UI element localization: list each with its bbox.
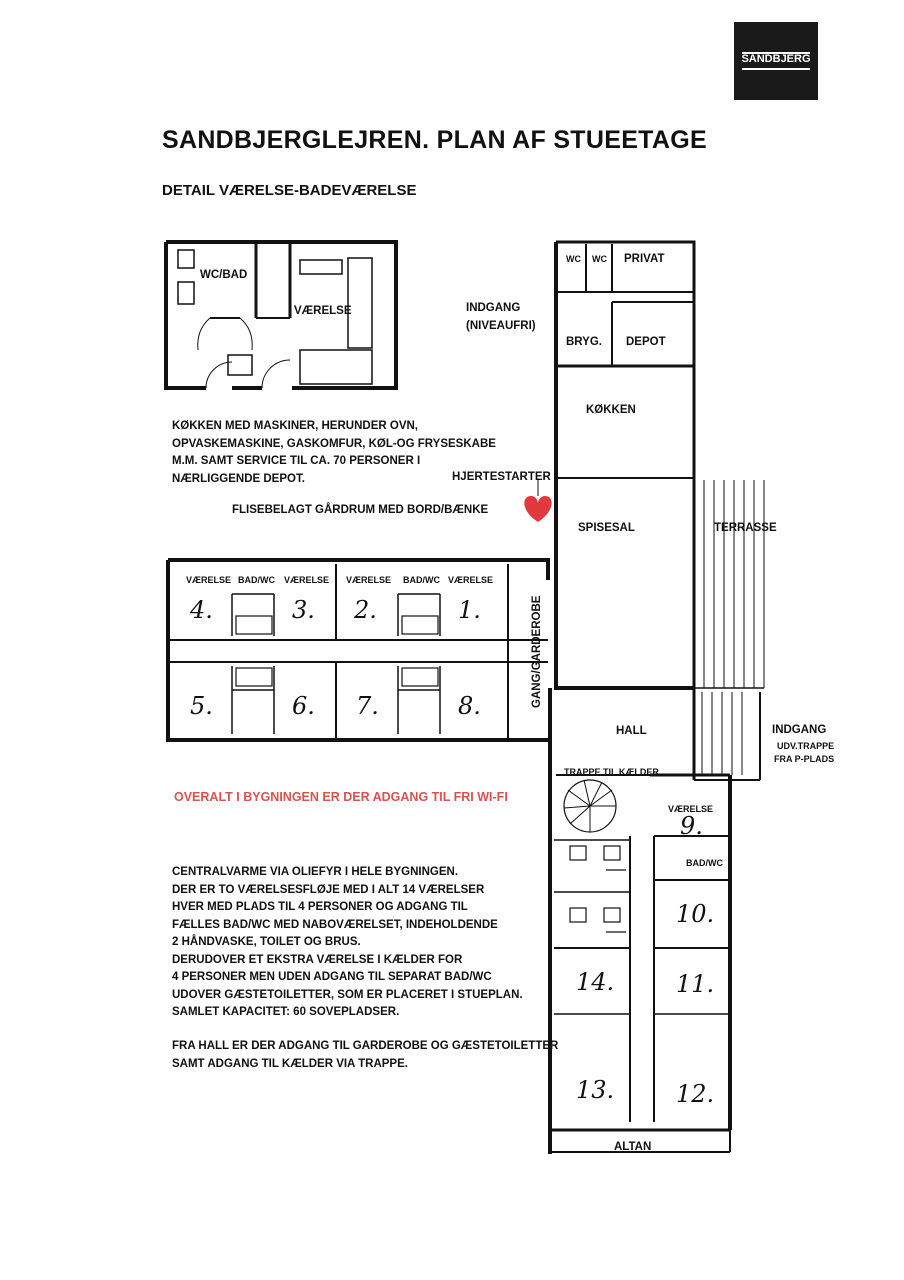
entrance-top	[466, 300, 536, 335]
main-building-walls	[550, 242, 764, 1154]
kitchen-note	[172, 418, 496, 488]
wifi-note: OVERALT I BYGNINGEN ER DER ADGANG TIL FRI WI-FI	[174, 790, 508, 804]
info-note-line: 4 PERSONER MEN UDEN ADGANG TIL SEPARAT BAD/WC	[172, 971, 492, 983]
info-note-line: 2 HÅNDVASKE, TOILET OG BRUS.	[172, 936, 361, 948]
wing-right-vaerelse: VÆRELSE	[668, 804, 714, 814]
kokken-label: KØKKEN	[586, 404, 636, 416]
entrance-right-line2: UDV.TRAPPE	[776, 741, 835, 751]
info-note-line: DERUDOVER ET EKSTRA VÆRELSE I KÆLDER FOR	[172, 953, 463, 966]
depot-label: DEPOT	[626, 336, 666, 348]
kitchen-note-line: NÆRLIGGENDE DEPOT.	[172, 472, 305, 485]
altan-label: ALTAN	[614, 1141, 652, 1153]
wing-left-label: BAD/WC	[238, 575, 275, 585]
info-note-line: FÆLLES BAD/WC MED NABOVÆRELSET, INDEHOLDENDE	[172, 918, 498, 931]
wc2-label: WC	[592, 254, 607, 264]
detail-wc-bad-label: WC/BAD	[200, 269, 248, 281]
wing-left-label: VÆRELSE	[186, 575, 232, 585]
hjertestarter-label: HJERTESTARTER	[452, 471, 551, 483]
hall-label: HALL	[616, 725, 647, 737]
wing-left-label: VÆRELSE	[448, 575, 494, 585]
privat-label: PRIVAT	[624, 253, 665, 265]
entrance-right-line1: INDGANG	[772, 724, 827, 736]
room-number: 3.	[292, 596, 315, 624]
info-note-line: CENTRALVARME VIA OLIEFYR I HELE BYGNINGEN.	[172, 866, 459, 878]
entrance-right	[772, 722, 826, 740]
terrasse-label: TERRASSE	[714, 522, 777, 534]
room-number: 4.	[190, 596, 213, 624]
entrance-right-line3: FRA P-PLADS	[774, 754, 835, 764]
wing-left-label: BAD/WC	[403, 575, 440, 585]
heart-icon	[524, 496, 551, 522]
bryg-label: BRYG.	[566, 336, 602, 348]
room-number: 9.	[680, 812, 703, 840]
logo-text: SANDBJERG	[741, 53, 811, 65]
page-subtitle: DETAIL VÆRELSE-BADEVÆRELSE	[162, 182, 417, 199]
wing-right-badwc: BAD/WC	[686, 858, 723, 868]
kitchen-note-line: OPVASKEMASKINE, GASKOMFUR, KØL-OG FRYSESKABE	[172, 437, 496, 450]
wc1-label: WC	[566, 254, 581, 264]
info-note-line: SAMLET KAPACITET: 60 SOVEPLADSER.	[172, 1006, 400, 1018]
room-number: 7.	[356, 692, 379, 720]
hall-note	[172, 1038, 558, 1073]
info-note-line: HVER MED PLADS TIL 4 PERSONER OG ADGANG TIL	[172, 901, 468, 913]
info-note-line: UDOVER GÆSTETOILETTER, SOM ER PLACERET I STUEPLAN.	[172, 988, 523, 1001]
hall-note-line: FRA HALL ER DER ADGANG TIL GARDEROBE OG GÆSTETOILETTER	[172, 1040, 559, 1052]
room-number: 12.	[676, 1080, 715, 1108]
entrance-right-sub	[774, 740, 834, 766]
kitchen-note-line: M.M. SAMT SERVICE TIL CA. 70 PERSONER I	[172, 455, 421, 467]
room-number: 10.	[676, 900, 715, 928]
room-number: 2.	[354, 596, 377, 624]
hall-note-line: SAMT ADGANG TIL KÆLDER VIA TRAPPE.	[172, 1057, 408, 1070]
room-number: 6.	[292, 692, 315, 720]
wing-left-label: VÆRELSE	[284, 575, 330, 585]
room-number: 1.	[458, 596, 481, 624]
trappe-label: TRAPPE TIL KÆLDER	[564, 767, 659, 777]
room-number: 11.	[676, 970, 715, 998]
info-note	[172, 864, 523, 1022]
detail-vaerelse-label: VÆRELSE	[294, 305, 352, 317]
entrance-top-line2: (NIVEAUFRI)	[466, 319, 536, 332]
spisesal-label: SPISESAL	[578, 522, 635, 534]
kitchen-note-line: KØKKEN MED MASKINER, HERUNDER OVN,	[172, 420, 418, 432]
room-number: 14.	[576, 968, 615, 996]
gang-label: GANG/GARDEROBE	[531, 595, 543, 708]
room-number: 5.	[190, 692, 213, 720]
room-number: 13.	[576, 1076, 615, 1104]
info-note-line: DER ER TO VÆRELSESFLØJE MED I ALT 14 VÆRELSER	[172, 883, 485, 896]
wing-left-label: VÆRELSE	[346, 575, 392, 585]
page-title: SANDBJERGLEJREN. PLAN AF STUEETAGE	[162, 126, 707, 154]
room-number: 8.	[458, 692, 481, 720]
entrance-top-line1: INDGANG	[466, 302, 521, 314]
courtyard-label: FLISEBELAGT GÅRDRUM MED BORD/BÆNKE	[232, 504, 489, 516]
detail-plan	[166, 242, 396, 388]
